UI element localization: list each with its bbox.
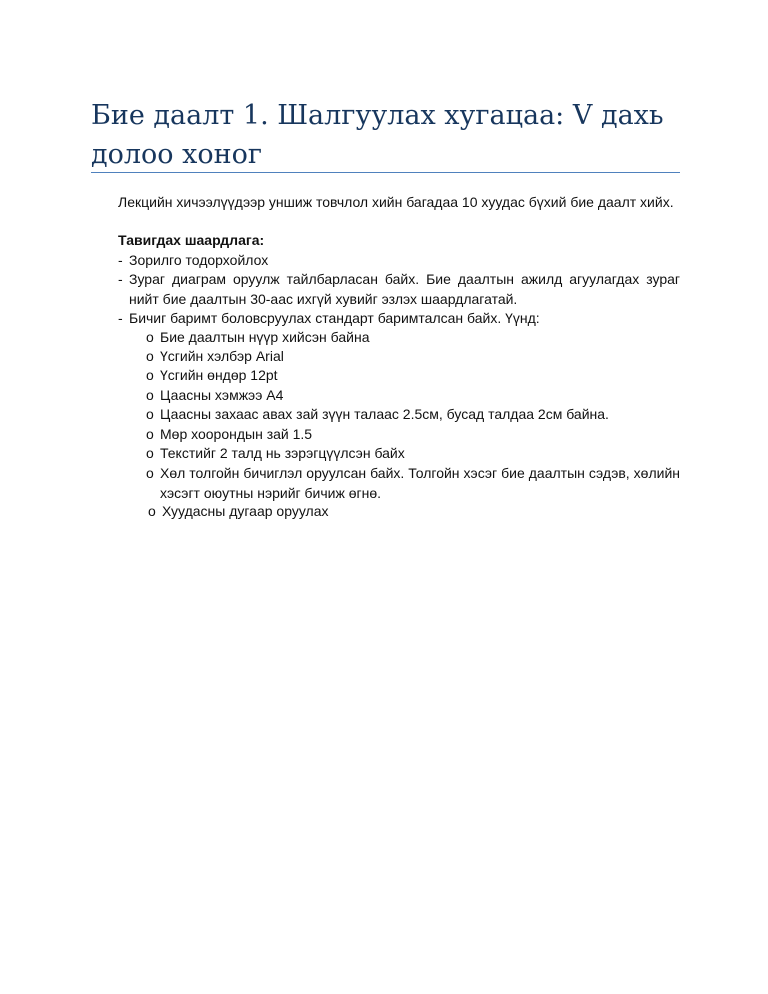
sub-list-item-text: Цаасны хэмжээ A4 [160,387,284,403]
list-item [118,270,680,309]
list-item-text: Бичиг баримт боловсруулах стандарт баримталсан байх. Үүнд: [129,310,540,326]
document-title: Бие даалт 1. Шалгуулах хугацаа: V дахь долоо хоног [91,100,664,170]
sub-list-item [146,328,680,348]
circle-bullet: o [146,348,154,364]
sub-list-item-text: Хуудасны дугаар оруулах [162,503,329,519]
circle-bullet: o [146,426,154,442]
sub-list-item-text: Мөр хоорондын зай 1.5 [160,426,313,442]
sub-list-item-text: Цаасны захаас авах зай зүүн талаас 2.5см, бусад талдаа 2см байна. [160,406,609,422]
dash-bullet: - [118,271,123,287]
sub-list-item-text: Үсгийн өндөр 12pt [160,367,278,383]
list-item [118,251,680,271]
circle-bullet: o [146,445,154,461]
circle-bullet: o [146,465,154,481]
sub-list-item [146,444,680,464]
circle-bullet: o [146,387,154,403]
list-item [118,309,680,329]
sub-list-item [146,347,680,367]
sub-list-item-text: Текстийг 2 талд нь зэрэгцүүлсэн байх [160,445,405,461]
sub-list-item-text: Үсгийн хэлбэр Arial [160,348,284,364]
intro-paragraph: Лекцийн хичээлүүдээр уншиж товчлол хийн багадаа 10 хуудас бүхий бие даалт хийх. [118,194,674,210]
title-underline [91,172,680,173]
sub-list-item [146,464,680,503]
sub-list-item-text: Бие даалтын нүүр хийсэн байна [160,329,370,345]
sub-list-item [146,386,680,406]
sub-list-item [146,405,680,425]
requirements-heading: Тавигдах шаардлага: [118,232,265,248]
circle-bullet: o [148,503,156,519]
circle-bullet: o [146,406,154,422]
sub-list-item [146,366,680,386]
circle-bullet: o [146,329,154,345]
sub-list-item-text: Хөл толгойн бичиглэл оруулсан байх. Толгойн хэсэг бие даалтын сэдэв, хөлийн хэсэгт оюутны нэрийг бичиж өгнө. [160,465,680,501]
list-item-text: Зорилго тодорхойлох [129,252,269,268]
circle-bullet: o [146,367,154,383]
list-item-text: Зураг диаграм оруулж тайлбарласан байх. Бие даалтын ажилд агуулагдах зураг нийт бие даалтын 30-аас ихгүй хувийг эзлэх шаардлагатай. [129,271,680,307]
dash-bullet: - [118,252,123,268]
sub-list-item [148,502,682,522]
dash-bullet: - [118,310,123,326]
sub-list-item [146,425,680,445]
